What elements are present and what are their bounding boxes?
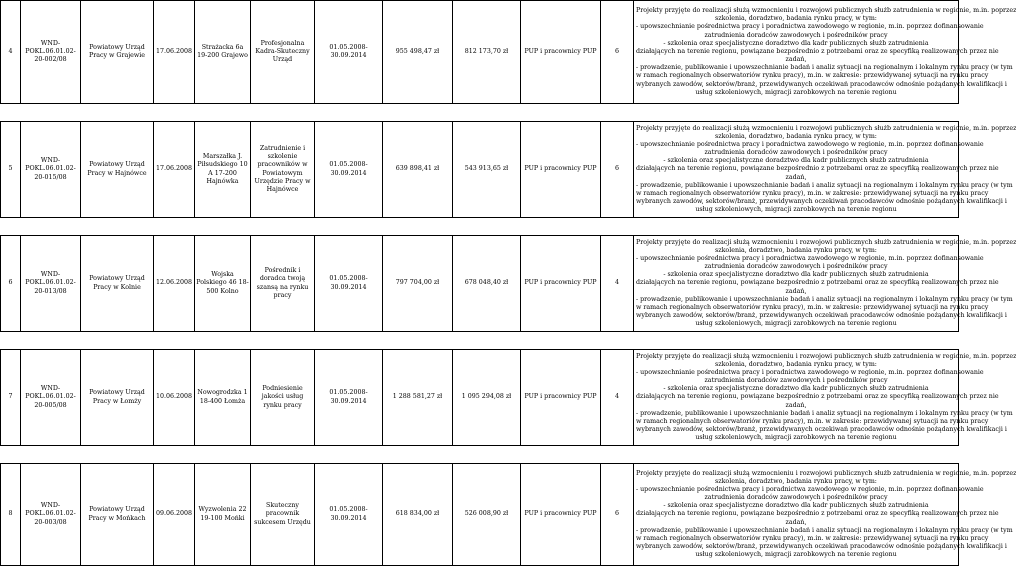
project-description <box>634 236 1016 332</box>
table-row <box>1 236 959 332</box>
project-title: Profesjonalna Kadra-Skuteczny Urząd <box>251 1 315 104</box>
address: Marszałka J. Piłsudskiego 10 A 17-200 Hajnówka <box>195 122 251 218</box>
project-title: Skuteczny pracownik sukcesem Urzędu <box>251 464 315 566</box>
description-line: - szkolenia oraz specjalistyczne doradztwo dla kadr publicznych służb zatrudnienia <box>663 157 929 165</box>
target-group: PUP i pracownicy PUP <box>521 350 601 446</box>
project-period: 01.05.2008-30.09.2014 <box>315 122 383 218</box>
description-line: Projekty przyjęte do realizacji służą wzmocnieniu i rozwojowi publicznych służb zatrudnienia w regionie, m.in. poprzez <box>636 7 1016 15</box>
table-row <box>1 122 959 218</box>
target-group: PUP i pracownicy PUP <box>521 464 601 566</box>
description-line: w ramach regionalnych obserwatoriów rynku pracy), m.in. w zakresie: przewidywanej sytuacji na rynku pracy <box>636 72 989 80</box>
description-line: zatrudnienia doradców zawodowych i pośredników pracy <box>704 377 888 385</box>
description-line: zadań, <box>785 518 807 526</box>
description-line: - upowszechnianie pośrednictwa pracy i poradnictwa zawodowego w regionie, m.in. poprzez dofinansowanie <box>636 23 984 31</box>
total-value: 618 834,00 zł <box>383 464 453 566</box>
description-line: usług szkoleniowych, migracji zarobkowych na terenie regionu <box>695 551 897 559</box>
description-line: wybranych zawodów, sektorów/branż, przewidywanych oczekiwań pracodawców odnośnie pożądanych kwalifikacji i <box>636 80 1007 88</box>
description-line: zadań, <box>785 401 807 409</box>
description-line: zadań, <box>785 56 807 64</box>
participant-count: 4 <box>601 350 634 446</box>
project-description <box>634 1 1016 104</box>
description-line: usług szkoleniowych, migracji zarobkowych na terenie regionu <box>695 206 897 214</box>
description-line: szkolenia, doradztwo, badania rynku pracy, w tym: <box>715 15 877 23</box>
description-line: działających na terenie regionu, powiązane bezpośrednio z potrzebami oraz ze specyfiką realizowanych przez nie <box>636 279 999 287</box>
description-line: wybranych zawodów, sektorów/branż, przewidywanych oczekiwań pracodawców odnośnie pożądanych kwalifikacji i <box>636 543 1007 551</box>
address: Wyzwolenia 22 19-100 Mońki <box>195 464 251 566</box>
description-line: działających na terenie regionu, powiązane bezpośrednio z potrzebami oraz ze specyfiką realizowanych przez nie <box>636 165 999 173</box>
description-line: - szkolenia oraz specjalistyczne doradztwo dla kadr publicznych służb zatrudnienia <box>663 385 929 393</box>
row-number: 5 <box>1 122 21 218</box>
project-description <box>634 464 1016 566</box>
description-line: w ramach regionalnych obserwatoriów rynku pracy), m.in. w zakresie: przewidywanej sytuacji na rynku pracy <box>636 189 989 197</box>
description-line: zatrudnienia doradców zawodowych i pośredników pracy <box>704 31 888 39</box>
total-value: 639 898,41 zł <box>383 122 453 218</box>
description-line: usług szkoleniowych, migracji zarobkowych na terenie regionu <box>695 434 897 442</box>
description-line: - upowszechnianie pośrednictwa pracy i poradnictwa zawodowego w regionie, m.in. poprzez dofinansowanie <box>636 140 984 148</box>
target-group: PUP i pracownicy PUP <box>521 122 601 218</box>
table-row <box>1 350 959 446</box>
beneficiary: Powiatowy Urząd Pracy w Kolnie <box>81 236 154 332</box>
description-line: Projekty przyjęte do realizacji służą wzmocnieniu i rozwojowi publicznych służb zatrudnienia w regionie, m.in. poprzez <box>636 352 1016 360</box>
description-line: szkolenia, doradztwo, badania rynku pracy, w tym: <box>715 477 877 485</box>
application-code: WND-POKL.06.01.02-20-002/08 <box>21 1 81 104</box>
description-line: - prowadzenie, publikowanie i upowszechnianie badań i analiz sytuacji na regionalnym i lokalnym rynku pracy (w tym <box>636 526 1013 534</box>
project-period: 01.05.2008-30.09.2014 <box>315 464 383 566</box>
total-value: 955 498,47 zł <box>383 1 453 104</box>
row-spacer <box>1 104 959 122</box>
project-period: 01.05.2008-30.09.2014 <box>315 236 383 332</box>
row-number: 7 <box>1 350 21 446</box>
application-code: WND-POKL.06.01.02-20-003/08 <box>21 464 81 566</box>
description-line: w ramach regionalnych obserwatoriów rynku pracy), m.in. w zakresie: przewidywanej sytuacji na rynku pracy <box>636 534 989 542</box>
description-line: usług szkoleniowych, migracji zarobkowych na terenie regionu <box>695 88 897 96</box>
description-line: zatrudnienia doradców zawodowych i pośredników pracy <box>704 494 888 502</box>
row-number: 6 <box>1 236 21 332</box>
cofinance-value: 812 173,70 zł <box>453 1 521 104</box>
project-period: 01.05.2008-30.09.2014 <box>315 1 383 104</box>
beneficiary: Powiatowy Urząd Pracy w Grajewie <box>81 1 154 104</box>
description-line: działających na terenie regionu, powiązane bezpośrednio z potrzebami oraz ze specyfiką realizowanych przez nie <box>636 510 999 518</box>
participant-count: 4 <box>601 236 634 332</box>
application-date: 10.06.2008 <box>154 350 195 446</box>
description-line: Projekty przyjęte do realizacji służą wzmocnieniu i rozwojowi publicznych służb zatrudnienia w regionie, m.in. poprzez <box>636 124 1016 132</box>
description-line: Projekty przyjęte do realizacji służą wzmocnieniu i rozwojowi publicznych służb zatrudnienia w regionie, m.in. poprzez <box>636 469 1016 477</box>
description-line: szkolenia, doradztwo, badania rynku pracy, w tym: <box>715 246 877 254</box>
description-line: - szkolenia oraz specjalistyczne doradztwo dla kadr publicznych służb zatrudnienia <box>663 39 929 47</box>
application-date: 17.06.2008 <box>154 122 195 218</box>
description-line: w ramach regionalnych obserwatoriów rynku pracy), m.in. w zakresie: przewidywanej sytuacji na rynku pracy <box>636 303 989 311</box>
target-group: PUP i pracownicy PUP <box>521 236 601 332</box>
address: Nowogrodzka 1 18-400 Łomża <box>195 350 251 446</box>
address: Strażacka 6a 19-200 Grajewo <box>195 1 251 104</box>
project-title: Zatrudnienie i szkolenie pracowników w Powiatowym Urzędzie Pracy w Hajnówce <box>251 122 315 218</box>
description-line: - upowszechnianie pośrednictwa pracy i poradnictwa zawodowego w regionie, m.in. poprzez dofinansowanie <box>636 485 984 493</box>
row-spacer <box>1 332 959 350</box>
description-line: - szkolenia oraz specjalistyczne doradztwo dla kadr publicznych służb zatrudnienia <box>663 502 929 510</box>
total-value: 797 704,00 zł <box>383 236 453 332</box>
description-line: zatrudnienia doradców zawodowych i pośredników pracy <box>704 149 888 157</box>
application-code: WND-POKL.06.01.02-20-005/08 <box>21 350 81 446</box>
project-description <box>634 122 1016 218</box>
description-line: - szkolenia oraz specjalistyczne doradztwo dla kadr publicznych służb zatrudnienia <box>663 271 929 279</box>
description-line: szkolenia, doradztwo, badania rynku pracy, w tym: <box>715 360 877 368</box>
beneficiary: Powiatowy Urząd Pracy w Mońkach <box>81 464 154 566</box>
row-spacer <box>1 446 959 464</box>
table-row <box>1 1 959 104</box>
application-code: WND-POKL.06.01.02-20-015/08 <box>21 122 81 218</box>
application-date: 17.06.2008 <box>154 1 195 104</box>
description-line: - upowszechnianie pośrednictwa pracy i poradnictwa zawodowego w regionie, m.in. poprzez dofinansowanie <box>636 254 984 262</box>
beneficiary: Powiatowy Urząd Pracy w Hajnówce <box>81 122 154 218</box>
description-line: wybranych zawodów, sektorów/branż, przewidywanych oczekiwań pracodawców odnośnie pożądanych kwalifikacji i <box>636 426 1007 434</box>
description-line: - prowadzenie, publikowanie i upowszechnianie badań i analiz sytuacji na regionalnym i lokalnym rynku pracy (w tym <box>636 295 1013 303</box>
description-line: usług szkoleniowych, migracji zarobkowych na terenie regionu <box>695 320 897 328</box>
description-line: szkolenia, doradztwo, badania rynku pracy, w tym: <box>715 132 877 140</box>
description-line: - prowadzenie, publikowanie i upowszechnianie badań i analiz sytuacji na regionalnym i lokalnym rynku pracy (w tym <box>636 64 1013 72</box>
participant-count: 6 <box>601 1 634 104</box>
application-code: WND-POKL.06.01.02-20-013/08 <box>21 236 81 332</box>
project-title: Podniesienie jakości usług rynku pracy <box>251 350 315 446</box>
description-line: wybranych zawodów, sektorów/branż, przewidywanych oczekiwań pracodawców odnośnie pożądanych kwalifikacji i <box>636 198 1007 206</box>
cofinance-value: 526 008,90 zł <box>453 464 521 566</box>
application-date: 09.06.2008 <box>154 464 195 566</box>
row-number: 8 <box>1 464 21 566</box>
address: Wojska Polskiego 46 18-500 Kolno <box>195 236 251 332</box>
project-period: 01.05.2008-30.09.2014 <box>315 350 383 446</box>
cofinance-value: 543 913,65 zł <box>453 122 521 218</box>
cofinance-value: 678 048,40 zł <box>453 236 521 332</box>
description-line: zadań, <box>785 173 807 181</box>
description-line: wybranych zawodów, sektorów/branż, przewidywanych oczekiwań pracodawców odnośnie pożądanych kwalifikacji i <box>636 312 1007 320</box>
description-line: w ramach regionalnych obserwatoriów rynku pracy), m.in. w zakresie: przewidywanej sytuacji na rynku pracy <box>636 417 989 425</box>
beneficiary: Powiatowy Urząd Pracy w Łomży <box>81 350 154 446</box>
description-line: Projekty przyjęte do realizacji służą wzmocnieniu i rozwojowi publicznych służb zatrudnienia w regionie, m.in. poprzez <box>636 238 1016 246</box>
target-group: PUP i pracownicy PUP <box>521 1 601 104</box>
table-row <box>1 464 959 566</box>
project-title: Pośrednik i doradca twoją szansą na rynku pracy <box>251 236 315 332</box>
description-line: działających na terenie regionu, powiązane bezpośrednio z potrzebami oraz ze specyfiką realizowanych przez nie <box>636 393 999 401</box>
description-line: - upowszechnianie pośrednictwa pracy i poradnictwa zawodowego w regionie, m.in. poprzez dofinansowanie <box>636 368 984 376</box>
participant-count: 6 <box>601 464 634 566</box>
application-date: 12.06.2008 <box>154 236 195 332</box>
description-line: zadań, <box>785 287 807 295</box>
cofinance-value: 1 095 294,08 zł <box>453 350 521 446</box>
row-spacer <box>1 218 959 236</box>
description-line: zatrudnienia doradców zawodowych i pośredników pracy <box>704 263 888 271</box>
row-number: 4 <box>1 1 21 104</box>
description-line: - prowadzenie, publikowanie i upowszechnianie badań i analiz sytuacji na regionalnym i lokalnym rynku pracy (w tym <box>636 181 1013 189</box>
description-line: - prowadzenie, publikowanie i upowszechnianie badań i analiz sytuacji na regionalnym i lokalnym rynku pracy (w tym <box>636 409 1013 417</box>
total-value: 1 288 581,27 zł <box>383 350 453 446</box>
participant-count: 6 <box>601 122 634 218</box>
project-description <box>634 350 1016 446</box>
description-line: działających na terenie regionu, powiązane bezpośrednio z potrzebami oraz ze specyfiką realizowanych przez nie <box>636 47 999 55</box>
